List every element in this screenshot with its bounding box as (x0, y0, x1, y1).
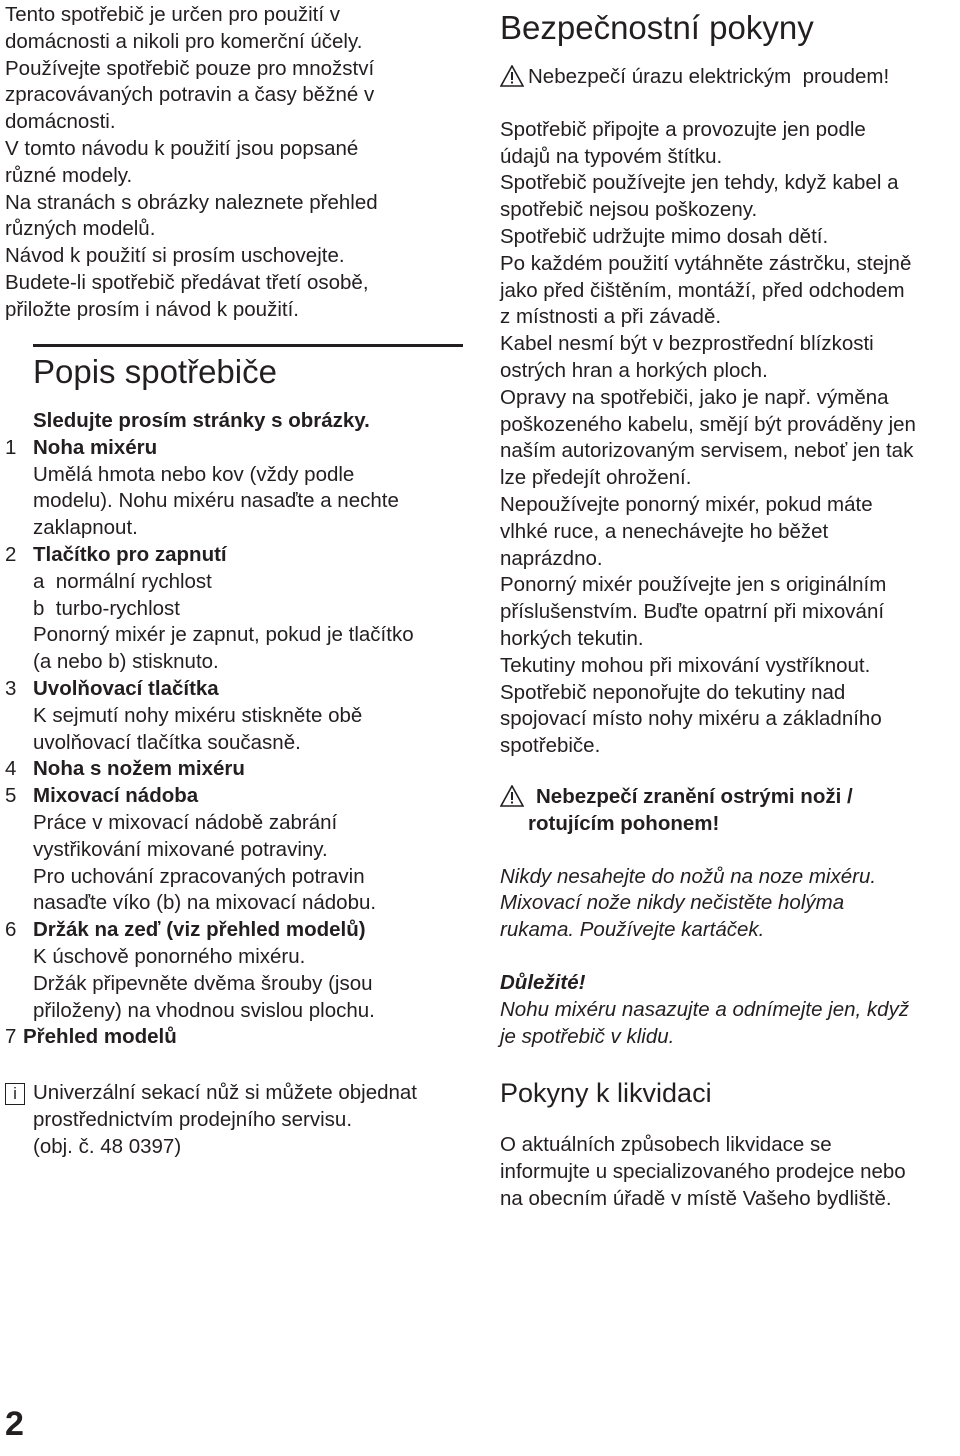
safety-line: spojovací místo nohy mixéru a základního (500, 707, 882, 731)
item-number: 5 (5, 784, 17, 808)
intro-line: Používejte spotřebič pouze pro množství (5, 56, 375, 80)
page-number: 2 (5, 1405, 24, 1443)
safety-line: Spotřebič používejte jen tehdy, když kabel a (500, 171, 899, 195)
section-title: Popis spotřebiče (33, 353, 277, 390)
item-text: vystřikování mixované potraviny. (33, 837, 328, 861)
warning-triangle-icon (500, 65, 524, 87)
disposal-title: Pokyny k likvidaci (500, 1078, 712, 1109)
info-note (5, 1080, 465, 1160)
item-text: Ponorný mixér je zapnut, pokud je tlačítko (33, 623, 414, 647)
intro-line: různé modely. (5, 163, 133, 187)
safety-line: spotřebiče. (500, 734, 601, 758)
knife-note (500, 864, 955, 944)
safety-line: Spotřebič neponořujte do tekutiny nad (500, 680, 846, 704)
item-text: nasaďte víko (b) na mixovací nádobu. (33, 891, 377, 915)
knife-line: Mixovací nože nikdy nečistěte holýma (500, 891, 845, 915)
left-column (5, 0, 465, 324)
intro-line: Tento spotřebič je určen pro použití v (5, 3, 341, 26)
list-item (5, 756, 465, 783)
section-subtitle: Sledujte prosím stránky s obrázky. (33, 409, 370, 432)
item-text: K sejmutí nohy mixéru stiskněte obě (33, 703, 363, 727)
item-title: Mixovací nádoba (33, 784, 199, 808)
important-note (500, 970, 955, 1050)
intro-line: Návod k použití si prosím uschovejte. (5, 244, 345, 268)
item-number: 3 (5, 676, 17, 700)
spacer (500, 838, 955, 864)
important-label: Důležité! (500, 970, 586, 994)
warning-text: Nebezpečí zranění ostrými noži / (536, 784, 853, 808)
list-item (5, 542, 465, 676)
safety-line: Spotřebič udržujte mimo dosah dětí. (500, 224, 829, 248)
intro-line: Na stranách s obrázky naleznete přehled (5, 190, 378, 214)
warning-text: rotujícím pohonem! (528, 811, 720, 835)
item-text: uvolňovací tlačítka současně. (33, 730, 301, 754)
list-item (5, 917, 465, 1024)
info-row (5, 1080, 465, 1160)
intro-line: různých modelů. (5, 217, 156, 241)
intro-line: zpracovávaných potravin a časy běžné v (5, 83, 375, 107)
list-item (5, 783, 465, 917)
important-line: je spotřebič v klidu. (500, 1024, 675, 1048)
safety-line: Ponorný mixér používejte jen s originálním (500, 573, 887, 597)
intro-text (5, 2, 465, 324)
item-text: a normální rychlost (33, 569, 212, 593)
safety-line: horkých tekutin. (500, 626, 644, 650)
item-text: zaklapnout. (33, 516, 138, 540)
item-title: Noha s nožem mixéru (33, 757, 245, 781)
intro-line: domácnosti. (5, 110, 116, 134)
disposal-line: O aktuálních způsobech likvidace se (500, 1133, 832, 1157)
info-text: (obj. č. 48 0397) (33, 1134, 182, 1158)
safety-line: jako před čištěním, montáží, před odchodem (500, 278, 905, 302)
item-title: Uvolňovací tlačítka (33, 676, 219, 700)
item-text: Pro uchování zpracovaných potravin (33, 864, 365, 888)
knife-warning (500, 784, 955, 838)
item-number: 6 (5, 918, 17, 942)
item-text: modelu). Nohu mixéru nasaďte a nechte (33, 489, 399, 513)
spacer (500, 91, 955, 117)
safety-line: Spotřebič připojte a provozujte jen podle (500, 117, 866, 141)
description-list (5, 408, 465, 1051)
info-text: prostřednictvím prodejního servisu. (33, 1107, 353, 1131)
list-item (5, 1024, 465, 1051)
electric-warning (500, 64, 955, 91)
important-line: Nohu mixéru nasazujte a odnímejte jen, když (500, 997, 910, 1021)
item-text: b turbo-rychlost (33, 596, 180, 620)
knife-line: rukama. Používejte kartáček. (500, 918, 765, 942)
item-title: Držák na zeď (viz přehled modelů) (33, 918, 366, 942)
knife-line: Nikdy nesahejte do nožů na noze mixéru. (500, 864, 877, 888)
intro-line: Budete-li spotřebič předávat třetí osobě, (5, 270, 369, 294)
intro-line: V tomto návodu k použití jsou popsané (5, 136, 359, 160)
safety-line: Po každém použití vytáhněte zástrčku, stejně (500, 251, 912, 275)
safety-line: Opravy na spotřebiči, jako je např. výměna (500, 385, 889, 409)
item-number: 1 (5, 435, 17, 459)
spacer (500, 944, 955, 970)
safety-line: spotřebič nejsou poškozeny. (500, 198, 758, 222)
item-title: Noha mixéru (33, 435, 158, 459)
safety-line: vlhké ruce, a nenechávejte ho běžet (500, 519, 829, 543)
safety-text (500, 117, 955, 760)
item-text: Držák připevněte dvěma šrouby (jsou (33, 971, 373, 995)
safety-line: naprázdno. (500, 546, 603, 570)
safety-title: Bezpečnostní pokyny (500, 9, 814, 46)
safety-line: naším autorizovaným servisem, neboť jen tak (500, 439, 914, 463)
item-text: (a nebo b) stisknuto. (33, 650, 219, 674)
item-number: 2 (5, 542, 17, 566)
item-text: přiloženy) na vhodnou svislou plochu. (33, 998, 375, 1022)
safety-line: ostrých hran a horkých ploch. (500, 358, 768, 382)
disposal-text (500, 1132, 955, 1212)
section-divider (33, 344, 463, 347)
safety-line: Kabel nesmí být v bezprostřední blízkosti (500, 332, 874, 356)
item-text: Práce v mixovací nádobě zabrání (33, 810, 338, 834)
safety-line: poškozeného kabelu, smějí být prováděny jen (500, 412, 916, 436)
safety-line: Tekutiny mohou při mixování vystříknout. (500, 653, 871, 677)
list-item (5, 435, 465, 542)
item-number: 7 (5, 1025, 17, 1049)
list-item (5, 676, 465, 756)
intro-line: přiložte prosím i návod k použití. (5, 297, 299, 321)
safety-line: z místnosti a při závadě. (500, 305, 722, 329)
item-number: 4 (5, 757, 17, 781)
warning-triangle-icon (500, 785, 524, 807)
safety-line: příslušenstvím. Buďte opatrní při mixování (500, 600, 885, 624)
safety-line: lze předejít ohrožení. (500, 466, 692, 490)
info-icon: i (5, 1083, 25, 1105)
item-text: Umělá hmota nebo kov (vždy podle (33, 462, 355, 486)
item-title: Tlačítko pro zapnutí (33, 542, 227, 566)
info-text: Univerzální sekací nůž si můžete objednat (33, 1081, 418, 1104)
spacer (500, 760, 955, 784)
warning-text: Nebezpečí úrazu elektrickým proudem! (528, 65, 890, 88)
right-column (500, 0, 955, 1213)
item-title: Přehled modelů (23, 1025, 177, 1049)
item-text: K úschově ponorného mixéru. (33, 944, 306, 968)
disposal-line: na obecním úřadě v místě Vašeho bydliště. (500, 1186, 892, 1210)
disposal-line: informujte u specializovaného prodejce nebo (500, 1160, 906, 1184)
safety-line: Nepoužívejte ponorný mixér, pokud máte (500, 492, 873, 516)
safety-line: údajů na typovém štítku. (500, 144, 723, 168)
intro-line: domácnosti a nikoli pro komerční účely. (5, 29, 363, 53)
